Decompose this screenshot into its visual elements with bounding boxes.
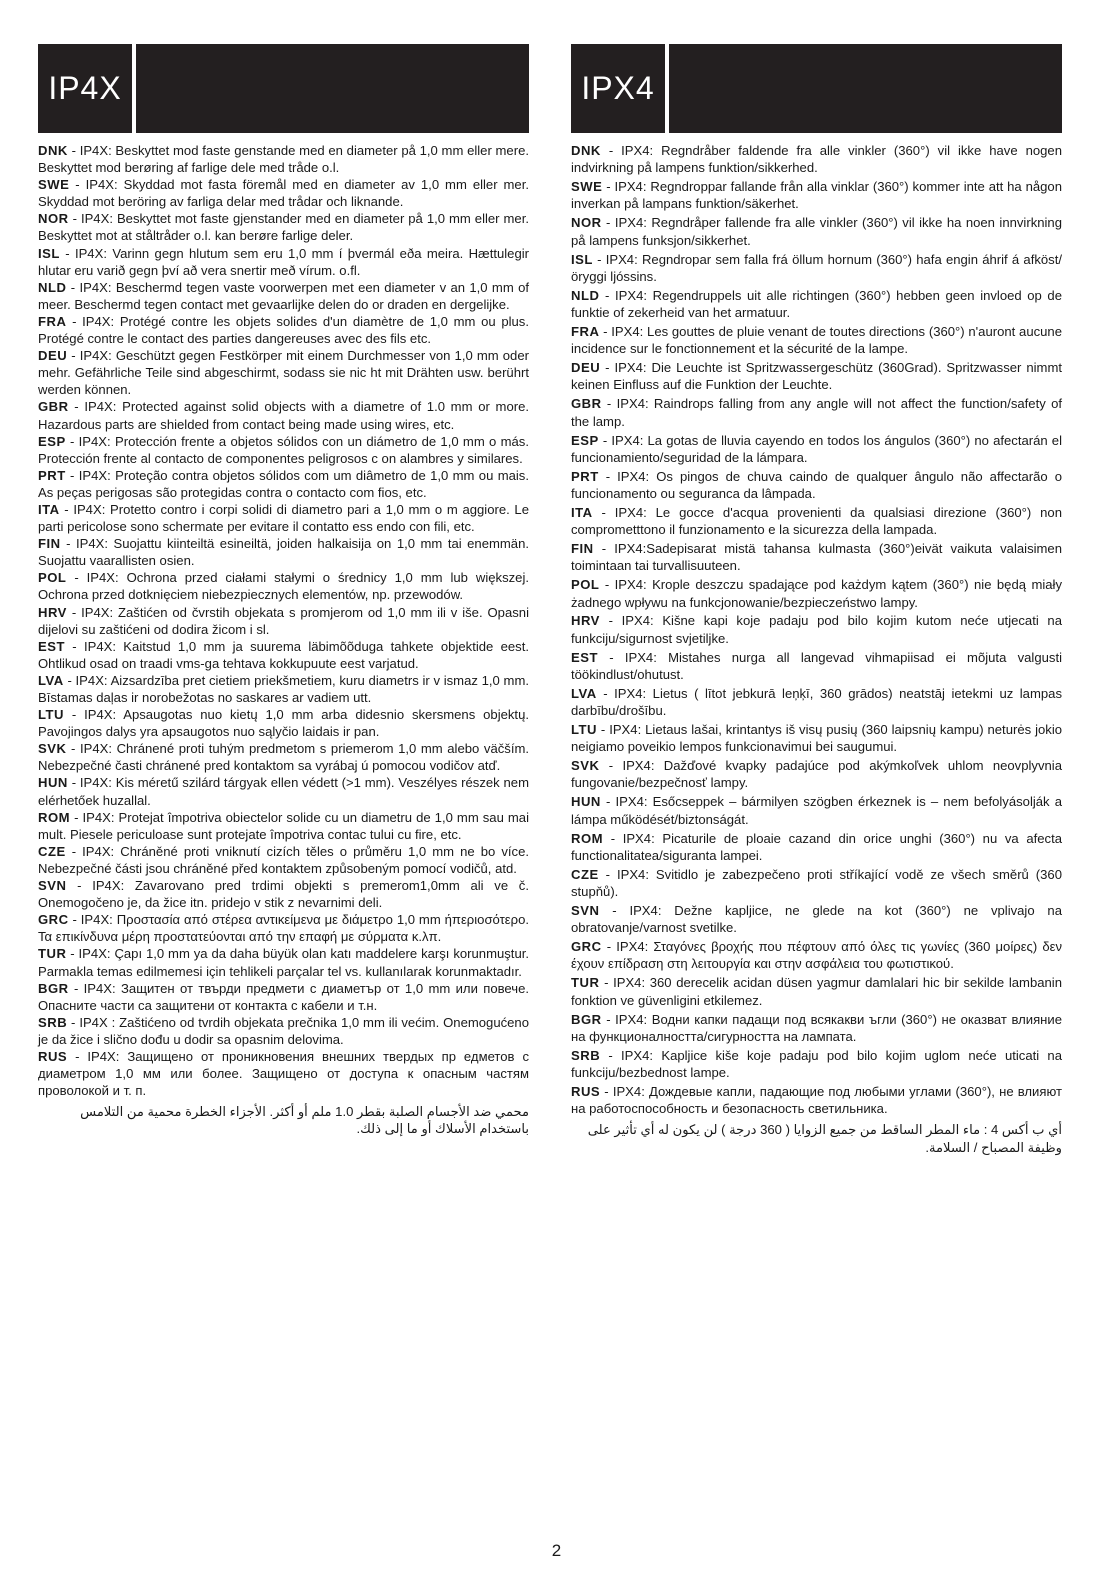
lang-code: ITA (571, 504, 593, 520)
entry-text: IPX4: Regndråper fallende fra alle vinkler (360°) vil ikke ha noen innvirkning på lampens funksjon/sikkerhet. (571, 215, 1062, 248)
entry-text: IP4X: Protejat împotriva obiectelor solide cu un diametru de 1,0 mm sau mai mult. Piesele periculoase sunt protejate împotriva contac tului cu fire, etc. (38, 809, 530, 842)
lang-code: SVN (571, 902, 600, 918)
lang-code: NLD (38, 279, 67, 295)
entry-arabic: محمي ضد الأجسام الصلبة بقطر 1.0 ملم أو أكثر. الأجزاء الخطرة محمية من التلامس باستخدام الأسلاك أو ما إلى ذلك. (80, 1104, 529, 1137)
entry-gbr: GBR - IP4X: Protected against solid objects with a diametre of 1.0 mm or more. Hazardous parts are shielded from contact being made using wires, etc. (38, 399, 530, 432)
entry-text: IPX4:Sadepisarat mistä tahansa kulmasta (360°)eivät vaikuta valaisimen toimintaan tai turvallisuuteen. (571, 541, 1062, 574)
entry-text: IPX4: Raindrops falling from any angle will not affect the function/safety of the lamp. (571, 396, 1062, 429)
lang-code: ITA (38, 501, 60, 517)
lang-code: FIN (38, 536, 61, 552)
entry-hrv: HRV - IP4X: Zaštićen od čvrstih objekata s promjerom od 1,0 mm ili v iše. Opasni dijelovi su zaštićeni od dodira žicom i sl. (38, 604, 529, 637)
entry-nor: NOR - IP4X: Beskyttet mot faste gjenstander med en diameter på 1,0 mm eller mer. Beskyttet mot at ståltråder o.l. kan berøre farlige deler. (38, 211, 529, 244)
entry-fin: FIN - IPX4:Sadepisarat mistä tahansa kulmasta (360°)eivät vaikuta valaisimen toimintaan tai turvallisuuteen. (571, 541, 1062, 574)
lang-code: CZE (571, 866, 599, 882)
entry-rus: RUS - IP4X: Защищено от проникновения внешних твердых пр едметов с диаметром 1,0 мм или более. Защищено от доступа к опасным частям проволокой и т. п. (38, 1048, 529, 1099)
ipx4-entries (571, 142, 1062, 1156)
lang-code: ESP (571, 432, 599, 448)
entry-tur: TUR - IPX4: 360 derecelik acidan düsen yagmur damlalari hic bir sekilde lambanin fonktion ve güvenligini etkilemez. (571, 975, 1062, 1008)
lang-code: SWE (38, 177, 70, 193)
lang-code: SRB (38, 1014, 68, 1030)
entry-gbr: GBR - IPX4: Raindrops falling from any angle will not affect the function/safety of the lamp. (571, 396, 1062, 429)
lang-code: TUR (571, 975, 600, 991)
entry-text: IPX4: 360 derecelik acidan düsen yagmur damlalari hic bir sekilde lambanin fonktion ve güvenligini etkilemez. (571, 975, 1062, 1008)
ipx4-column (571, 44, 1062, 1158)
entry-text: IPX4: Lietaus lašai, krintantys iš visų pusių (360 laipsnių kampu) neturės jokio neigiamo poveikio lempos funkcionavimui bei saugumui. (571, 722, 1063, 755)
entry-fin: FIN - IP4X: Suojattu kiinteiltä esineiltä, joiden halkaisija on 1,0 mm tai enemmän. Suojattu vaarallisten osien. (38, 536, 530, 569)
lang-code: FRA (571, 323, 600, 339)
lang-code: DNK (38, 143, 68, 158)
entry-text: IP4X: Chráněné proti vniknutí cizích těles o průměru 1,0 mm ne bo více. Nebezpečné části jsou chráněné před kontaktem způsobeným pomocí vodičů, atd. (38, 843, 529, 876)
entry-ltu: LTU - IPX4: Lietaus lašai, krintantys iš visų pusių (360 laipsnių kampu) neturės jokio neigiamo poveikio lempos funkcionavimui bei saugumui. (571, 722, 1063, 755)
entry-text: IPX4: Mistahes nurga all langevad vihmapiisad ei mõjuta valgusti töökindlust/ohutust. (571, 649, 1062, 682)
lang-code: SVN (38, 878, 67, 894)
ip4x-entries (38, 142, 529, 1137)
entry-text: IPX4: Os pingos de chuva caindo de qualquer ângulo não affectarão o funcionamento ou seguranca da lâmpada. (571, 468, 1062, 501)
entry-dnk: DNK - IP4X: Beskyttet mod faste genstande med en diameter på 1,0 mm eller mere. Beskyttet mod berøring af farlige dele med tråde o.l. (38, 143, 529, 176)
entry-text: IPX4: Die Leuchte ist Spritzwassergeschütz (360Grad). Spritzwasser nimmt keinen Einfluss auf die Funktion der Leuchte. (571, 360, 1063, 393)
entry-rom: ROM - IPX4: Picaturile de ploaie cazand din orice unghi (360°) nu va afecta functionalitatea/siguranta lampei. (571, 830, 1062, 863)
entry-prt: PRT - IP4X: Proteção contra objetos sólidos com um diâmetro de 1,0 mm ou mais. As peças perigosas são protegidas contra o contacto com fios, etc. (38, 467, 529, 500)
lang-code: FIN (571, 541, 594, 557)
entry-text: IPX4: Les gouttes de pluie venant de toutes directions (360°) n'auront aucune incidence sur le fonctionnement et la sécurité de la lampe. (571, 323, 1062, 357)
entry-text: IP4X: Zaštićen od čvrstih objekata s promjerom od 1,0 mm ili v iše. Opasni dijelovi su zaštićeni od dodira žicom i sl. (38, 604, 529, 637)
lang-code: ESP (38, 433, 66, 449)
entry-cze: CZE - IPX4: Svitidlo je zabezpečeno proti stříkající vodě ze všech směrů (360 stupňů). (571, 866, 1062, 900)
entry-svn: SVN - IP4X: Zavarovano pred trdimi objekti s premerom1,0mm ali ve č. Onemogočeno je, da žice itn. pridejo v stik z nevarnimi deli. (38, 878, 529, 911)
lang-code: CZE (38, 843, 66, 859)
lang-code: ROM (571, 830, 604, 846)
lang-code: HRV (38, 604, 67, 620)
entry-text: IP4X: Kaitstud 1,0 mm ja suurema läbimõõduga tahkete objektide eest. Ohtlikud osad on traadi vms-ga tehtava kokkupuute eest varjatud. (38, 638, 530, 671)
lang-code: BGR (571, 1011, 602, 1027)
entry-text: IP4X: Skyddad mot fasta föremål med en diameter av 1,0 mm eller mer. Skyddad mot beröring av farliga delar med trådar och liknande. (38, 177, 529, 210)
entry-hrv: HRV - IPX4: Kišne kapi koje padaju pod bilo kojim kutom neće utjecati na funkciju/sigurnost svjetiljke. (571, 613, 1062, 646)
entry-bgr: BGR - IPX4: Водни капки падащи под всякакви ъгли (360°) не оказват влияние на функционалността/сигурността на лампата. (571, 1011, 1062, 1044)
entry-text: IP4X: Chránené proti tuhým predmetom s priemerom 1,0 mm alebo väčším. Nebezpečné časti chránené pred kontaktom sa vyrábaj ú pomocou vodičov atď. (38, 741, 530, 774)
lang-code: DEU (38, 348, 68, 364)
entry-ita: ITA - IP4X: Protetto contro i corpi solidi di diametro pari a 1,0 mm o m aggiore. Le parti pericolose sono schermate per evitare il contatto ess endo con fili, etc. (38, 501, 529, 535)
ip4x-header (38, 44, 529, 133)
entry-prt: PRT - IPX4: Os pingos de chuva caindo de qualquer ângulo não affectarão o funcionamento ou seguranca da lâmpada. (571, 468, 1062, 501)
entry-svn: SVN - IPX4: Dežne kapljice, ne glede na kot (360°) ne vplivajo na obratovanje/varnost svetilke. (571, 902, 1062, 936)
entry-text: IP4X: Proteção contra objetos sólidos com um diâmetro de 1,0 mm ou mais. As peças perigosas são protegidas contra o contacto com fios, etc. (38, 467, 529, 500)
ip4x-column (38, 44, 529, 1137)
entry-srb: SRB - IP4X : Zaštićeno od tvrdih objekata prečnika 1,0 mm ili većim. Onemogućeno je da žice i slično dođu u dodir sa opasnim delovima. (38, 1014, 529, 1047)
entry-text: IP4X: Beskyttet mod faste genstande med en diameter på 1,0 mm eller mere. Beskyttet mod berøring af farlige dele med tråde o.l. (38, 143, 529, 176)
entry-rom: ROM - IP4X: Protejat împotriva obiectelor solide cu un diametru de 1,0 mm sau mai mult. Piesele periculoase sunt protejate împotriva contac tului cu fire, etc. (38, 809, 530, 842)
lang-code: FRA (38, 313, 67, 329)
entry-text: IP4X: Çapı 1,0 mm ya da daha büyük olan katı maddelere karşı korunmuştur. Parmakla temas edilmemesi için tehlikeli parçalar tel vs. kullanılarak korunmaktadır. (38, 946, 530, 979)
page-number: 2 (551, 1541, 562, 1560)
entry-isl: ISL - IP4X: Varinn gegn hlutum sem eru 1,0 mm í þvermál eða meira. Hættulegir hlutar eru varið gegn því að vera snertir með vírum. o.fl. (38, 245, 529, 278)
entry-svk: SVK - IP4X: Chránené proti tuhým predmetom s priemerom 1,0 mm alebo väčším. Nebezpečné časti chránené pred kontaktom sa vyrábaj ú pomocou vodičov atď. (38, 741, 530, 774)
entry-svk: SVK - IPX4: Dažďové kvapky padajúce pod akýmkoľvek uhlom neovplyvnia fungovanie/bezpečnosť lampy. (571, 758, 1062, 791)
entry-lva: LVA - IP4X: Aizsardzība pret cietiem priekšmetiem, kuru diametrs ir v ismaz 1,0 mm. Bīstamas daļas ir norobežotas no saskares ar vadiem utt. (38, 672, 529, 705)
entry-text: IPX4: Dažďové kvapky padajúce pod akýmkoľvek uhlom neovplyvnia fungovanie/bezpečnosť lampy. (571, 758, 1062, 791)
entry-text: IP4X: Geschützt gegen Festkörper mit einem Durchmesser von 1,0 mm oder mehr. Gefährliche Teile sind abgeschirmt, sodass sie nic ht mit Drähten usw. berührt werden können. (38, 348, 529, 398)
entry-grc: GRC - IP4X: Προστασία από στέρεα αντικείμενα με διάμετρο 1,0 mm ήπεριοσότερο. Τα επικίνδυνα μέρη προστατεύονται από την επαφή με σύρματα κ.λπ. (38, 912, 529, 945)
entry-text: IP4X: Beschermd tegen vaste voorwerpen met een diameter v an 1,0 mm of meer. Beschermd tegen contact met gevaarlijke delen do or draden en dergelijke. (38, 279, 530, 312)
entry-isl: ISL - IPX4: Regndropar sem falla frá öllum hornum (360°) hafa engin áhrif á afköst/öryggi ljóssins. (571, 251, 1063, 284)
lang-code: GRC (571, 939, 602, 955)
lang-code: HRV (571, 613, 600, 629)
entry-est: EST - IPX4: Mistahes nurga all langevad vihmapiisad ei mõjuta valgusti töökindlust/ohutust. (571, 649, 1062, 682)
entry-hun: HUN - IP4X: Kis méretű szilárd tárgyak ellen védett (>1 mm). Veszélyes részek nem elérhetőek huzallal. (38, 775, 530, 808)
entry-text: IP4X: Kis méretű szilárd tárgyak ellen védett (>1 mm). Veszélyes részek nem elérhetőek huzallal. (38, 775, 530, 808)
entry-grc: GRC - IPX4: Σταγόνες βροχής που πέφτουν από όλες τις γωνίες (360 μοίρες) δεν έχουν επίδραση στη λειτουργία και στην ασφάλεια του φωτιστικού. (571, 939, 1062, 972)
entry-text: IPX4: Esőcseppek – bármilyen szögben érkeznek is – nem befolyásolják a lámpa működését/biztonságát. (571, 794, 1062, 827)
lang-code: ROM (38, 809, 71, 825)
lang-code: TUR (38, 946, 67, 962)
entry-text: IPX4: Krople deszczu spadające pod każdym kątem (360°) nie będą miały żadnego wpływu na funkcjonowanie/bezpieczeństwo lampy. (571, 577, 1062, 610)
entry-text: IP4X: Beskyttet mot faste gjenstander med en diameter på 1,0 mm eller mer. Beskyttet mot at ståltråder o.l. kan berøre farlige deler. (38, 211, 529, 244)
entry-text: IPX4: Дождевые капли, падающие под любыми углами (360°), не влияют на работоспособность и безопасность светильника. (571, 1083, 1062, 1117)
entry-ltu: LTU - IP4X: Apsaugotas nuo kietų 1,0 mm arba didesnio skersmens objektų. Pavojingos dalys yra apsaugotos nuo sąlyčio laidais ir pan. (38, 707, 529, 740)
entry-cze: CZE - IP4X: Chráněné proti vniknutí cizích těles o průměru 1,0 mm ne bo více. Nebezpečné části jsou chráněné před kontaktem způsobeným pomocí vodičů, atd. (38, 843, 529, 876)
entry-text: IPX4: Picaturile de ploaie cazand din orice unghi (360°) nu va afecta functionalitatea/siguranta lampei. (571, 830, 1062, 863)
lang-code: SWE (571, 179, 603, 195)
entry-esp: ESP - IP4X: Protección frente a objetos sólidos con un diámetro de 1,0 mm o más. Protección frente al contacto de componentes peligrosos c on alambres y similares. (38, 433, 529, 466)
entry-nld: NLD - IPX4: Regendruppels uit alle richtingen (360°) hebben geen invloed op de funktie of zekerheid van het armatuur. (571, 287, 1063, 321)
entry-text: IP4X: Защитен от твърди предмети с диаметър от 1,0 mm или повече. Опасните части са защитени от контакта с кабели и т.н. (38, 980, 529, 1013)
entry-text: IPX4: Σταγόνες βροχής που πέφτουν από όλες τις γωνίες (360 μοίρες) δεν έχουν επίδραση στη λειτουργία και στην ασφάλεια του φωτιστικού. (571, 939, 1062, 972)
entry-text: IP4X: Protetto contro i corpi solidi di diametro pari a 1,0 mm o m aggiore. Le parti pericolose sono schermate per evitare il contatto ess endo con fili, etc. (38, 501, 529, 535)
lang-code: GBR (571, 396, 602, 412)
entry-text: IPX4: Regndroppar fallande från alla vinklar (360°) kommer inte att ha någon inverkan på lampans funktion/säkerhet. (571, 179, 1062, 212)
entry-text: IPX4: Lietus ( lītot jebkurā leņķī, 360 grādos) neatstāj ietekmi uz lampas darbību/drošību. (571, 685, 1062, 719)
entry-text: IP4X: Varinn gegn hlutum sem eru 1,0 mm í þvermál eða meira. Hættulegir hlutar eru varið gegn því að vera snertir með vírum. o.fl. (38, 245, 529, 278)
entry-text: IPX4: Regendruppels uit alle richtingen (360°) hebben geen invloed op de funktie of zekerheid van het armatuur. (571, 287, 1063, 321)
entry-text: IPX4: Regndropar sem falla frá öllum hornum (360°) hafa engin áhrif á afköst/öryggi ljóssins. (571, 251, 1063, 284)
entry-text: IP4X: Protección frente a objetos sólidos con un diámetro de 1,0 mm o más. Protección frente al contacto de componentes peligrosos c on alambres y similares. (38, 433, 529, 466)
entry-text: IPX4: Kišne kapi koje padaju pod bilo kojim kutom neće utjecati na funkciju/sigurnost svjetiljke. (571, 613, 1062, 646)
header-bar (669, 44, 1062, 133)
entry-nor: NOR - IPX4: Regndråper fallende fra alle vinkler (360°) vil ikke ha noen innvirkning på lampens funksjon/sikkerhet. (571, 215, 1062, 248)
entry-text: IPX4: Svitidlo je zabezpečeno proti stříkající vodě ze všech směrů (360 stupňů). (571, 866, 1062, 900)
entry-text: IP4X: Protégé contre les objets solides d'un diamètre de 1,0 mm ou plus. Protégé contre le contact des parties dangereuses avec des fils etc. (38, 313, 529, 347)
entry-swe: SWE - IP4X: Skyddad mot fasta föremål med en diameter av 1,0 mm eller mer. Skyddad mot beröring av farliga delar med trådar och liknande. (38, 177, 529, 210)
entry-esp: ESP - IPX4: La gotas de lluvia cayendo en todos los ángulos (360°) no afectarán el funcionamiento/seguridad de la lámpara. (571, 432, 1063, 465)
entry-text: IP4X: Zavarovano pred trdimi objekti s premerom1,0mm ali ve č. Onemogočeno je, da žice itn. pridejo v stik z nevarnimi deli. (38, 878, 529, 911)
entry-text: IP4X: Apsaugotas nuo kietų 1,0 mm arba didesnio skersmens objektų. Pavojingos dalys yra apsaugotos nuo sąlyčio laidais ir pan. (38, 707, 529, 740)
entry-fra: FRA - IP4X: Protégé contre les objets solides d'un diamètre de 1,0 mm ou plus. Protégé contre le contact des parties dangereuses avec des fils etc. (38, 313, 529, 347)
entry-lva: LVA - IPX4: Lietus ( lītot jebkurā leņķī, 360 grādos) neatstāj ietekmi uz lampas darbību/drošību. (571, 685, 1062, 719)
entry-text: IPX4: Kapljice kiše koje padaju pod bilo kojim uglom neće uticati na funkciju/bezbednost lampe. (571, 1047, 1062, 1080)
entry-deu: DEU - IPX4: Die Leuchte ist Spritzwassergeschütz (360Grad). Spritzwasser nimmt keinen Einfluss auf die Funktion der Leuchte. (571, 360, 1063, 393)
entry-arabic: أي ب أكس 4 : ماء المطر الساقط من جميع الزوايا ( 360 درجة ) لن يكون له أي تأثير على وظيفة المصباح / السلامة. (587, 1122, 1062, 1155)
lang-code: DEU (571, 360, 601, 376)
lang-code: SVK (571, 758, 600, 774)
entry-text: IPX4: Dežne kapljice, ne glede na kot (360°) ne vplivajo na obratovanje/varnost svetilke. (571, 902, 1062, 936)
lang-code: EST (38, 638, 65, 654)
entry-text: IP4X : Zaštićeno od tvrdih objekata prečnika 1,0 mm ili većim. Onemogućeno je da žice i slično dođu u dodir sa opasnim delovima. (38, 1014, 529, 1047)
ip4x-code-label: IP4X (38, 44, 132, 133)
lang-code: GBR (38, 399, 69, 415)
lang-code: POL (38, 570, 67, 586)
entry-text: IPX4: La gotas de lluvia cayendo en todos los ángulos (360°) no afectarán el funcionamiento/seguridad de la lámpara. (571, 432, 1063, 465)
lang-code: EST (571, 649, 598, 665)
lang-code: PRT (571, 468, 599, 484)
entry-text: IPX4: Le gocce d'acqua provenienti da qualsiasi direzione (360°) non comprometttono il funzionamento e la sicurezza della lampada. (571, 504, 1062, 538)
entry-bgr: BGR - IP4X: Защитен от твърди предмети с диаметър от 1,0 mm или повече. Опасните части са защитени от контакта с кабели и т.н. (38, 980, 529, 1013)
entry-fra: FRA - IPX4: Les gouttes de pluie venant de toutes directions (360°) n'auront aucune incidence sur le fonctionnement et la sécurité de la lampe. (571, 323, 1062, 357)
header-bar (136, 44, 529, 133)
lang-code: RUS (571, 1083, 601, 1099)
entry-text: IP4X: Protected against solid objects with a diametre of 1.0 mm or more. Hazardous parts are shielded from contact being made using wires, etc. (38, 399, 530, 432)
lang-code: LVA (571, 685, 597, 701)
lang-code: LVA (38, 672, 64, 688)
entry-pol: POL - IPX4: Krople deszczu spadające pod każdym kątem (360°) nie będą miały żadnego wpływu na funkcjonowanie/bezpieczeństwo lampy. (571, 577, 1062, 610)
lang-code: HUN (571, 794, 601, 810)
entry-srb: SRB - IPX4: Kapljice kiše koje padaju pod bilo kojim uglom neće uticati na funkciju/bezbednost lampe. (571, 1047, 1062, 1080)
lang-code: LTU (571, 722, 597, 737)
lang-code: DNK (571, 143, 601, 158)
entry-ita: ITA - IPX4: Le gocce d'acqua provenienti da qualsiasi direzione (360°) non comprometttono il funzionamento e la sicurezza della lampada. (571, 504, 1062, 538)
ipx4-header (571, 44, 1062, 133)
lang-code: NLD (571, 287, 600, 303)
entry-deu: DEU - IP4X: Geschützt gegen Festkörper mit einem Durchmesser von 1,0 mm oder mehr. Gefährliche Teile sind abgeschirmt, sodass sie nic ht mit Drähten usw. berührt werden können. (38, 348, 529, 398)
lang-code: SVK (38, 741, 67, 757)
entry-text: IP4X: Aizsardzība pret cietiem priekšmetiem, kuru diametrs ir v ismaz 1,0 mm. Bīstamas daļas ir norobežotas no saskares ar vadiem utt. (38, 672, 529, 705)
lang-code: NOR (38, 211, 69, 227)
entry-est: EST - IP4X: Kaitstud 1,0 mm ja suurema läbimõõduga tahkete objektide eest. Ohtlikud osad on traadi vms-ga tehtava kokkupuute eest varjatud. (38, 638, 530, 671)
entry-text: IP4X: Ochrona przed ciałami stałymi o średnicy 1,0 mm lub większej. Ochrona przed dotknięciem niebezpiecznych elementów, np. przewodów. (38, 570, 529, 603)
entry-text: IPX4: Regndråber faldende fra alle vinkler (360°) vil ikke have nogen indvirkning på lampens funktion/sikkerhed. (571, 143, 1062, 176)
lang-code: SRB (571, 1047, 601, 1063)
lang-code: RUS (38, 1048, 68, 1064)
entry-text: IP4X: Защищено от проникновения внешних твердых пр едметов с диаметром 1,0 мм или более. Защищено от доступа к опасным частям проволокой и т. п. (38, 1048, 529, 1099)
entry-text: IPX4: Водни капки падащи под всякакви ъгли (360°) не оказват влияние на функционалността/сигурността на лампата. (571, 1011, 1062, 1044)
entry-dnk: DNK - IPX4: Regndråber faldende fra alle vinkler (360°) vil ikke have nogen indvirkning på lampens funktion/sikkerhed. (571, 143, 1062, 176)
entry-text: IP4X: Προστασία από στέρεα αντικείμενα με διάμετρο 1,0 mm ήπεριοσότερο. Τα επικίνδυνα μέρη προστατεύονται από την επαφή με σύρματα κ.λπ. (38, 912, 529, 945)
lang-code: HUN (38, 775, 68, 791)
lang-code: PRT (38, 467, 66, 483)
entry-swe: SWE - IPX4: Regndroppar fallande från alla vinklar (360°) kommer inte att ha någon inverkan på lampans funktion/säkerhet. (571, 179, 1062, 212)
entry-rus: RUS - IPX4: Дождевые капли, падающие под любыми углами (360°), не влияют на работоспособность и безопасность светильника. (571, 1083, 1062, 1117)
ipx4-code-label: IPX4 (571, 44, 665, 133)
entry-nld: NLD - IP4X: Beschermd tegen vaste voorwerpen met een diameter v an 1,0 mm of meer. Beschermd tegen contact met gevaarlijke delen do or draden en dergelijke. (38, 279, 530, 312)
entry-text: IP4X: Suojattu kiinteiltä esineiltä, joiden halkaisija on 1,0 mm tai enemmän. Suojattu vaarallisten osien. (38, 536, 530, 569)
lang-code: LTU (38, 707, 64, 723)
lang-code: ISL (38, 245, 60, 261)
lang-code: GRC (38, 912, 69, 928)
entry-tur: TUR - IP4X: Çapı 1,0 mm ya da daha büyük olan katı maddelere karşı korunmuştur. Parmakla temas edilmemesi için tehlikeli parçalar tel vs. kullanılarak korunmaktadır. (38, 946, 530, 979)
lang-code: POL (571, 577, 600, 593)
entry-pol: POL - IP4X: Ochrona przed ciałami stałymi o średnicy 1,0 mm lub większej. Ochrona przed dotknięciem niebezpiecznych elementów, np. przewodów. (38, 570, 529, 603)
lang-code: NOR (571, 215, 602, 231)
lang-code: ISL (571, 251, 593, 267)
entry-hun: HUN - IPX4: Esőcseppek – bármilyen szögben érkeznek is – nem befolyásolják a lámpa működését/biztonságát. (571, 794, 1062, 827)
lang-code: BGR (38, 980, 69, 996)
